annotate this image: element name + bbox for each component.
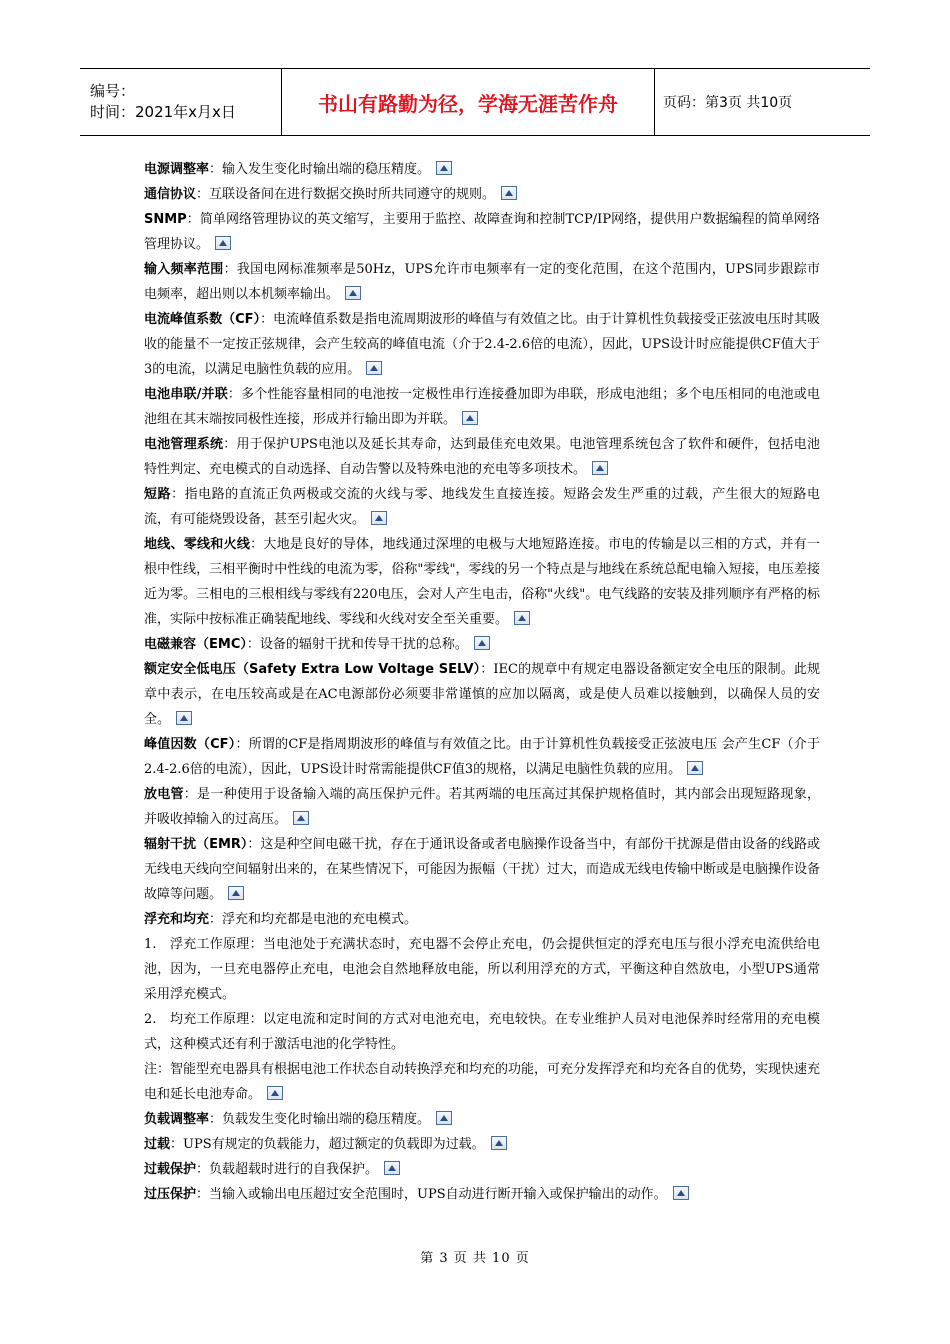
- back-to-top-icon[interactable]: [215, 236, 231, 250]
- glossary-entry: [144, 532, 820, 632]
- glossary-entry: [144, 257, 820, 307]
- glossary-term: 峰值因数（CF）: [144, 737, 236, 752]
- glossary-definition: 输入发生变化时输出端的稳压精度。: [222, 162, 431, 177]
- back-to-top-icon[interactable]: [371, 511, 387, 525]
- back-to-top-icon[interactable]: [176, 711, 192, 725]
- back-to-top-icon[interactable]: [592, 461, 608, 475]
- term-separator: ：: [223, 262, 237, 277]
- back-to-top-icon[interactable]: [345, 286, 361, 300]
- glossary-term: 电池管理系统: [144, 437, 224, 452]
- glossary-definition: 所谓的CF是指周期波形的峰值与有效值之比。由于计算机性负载接受正弦波电压 会产生CF（介于2.4-2.6倍的电流），因此，UPS设计时常需能提供CF值3的规格，以满足电脑性负载的应用。: [144, 737, 820, 777]
- glossary-entry: [144, 1182, 820, 1207]
- page-header: [80, 68, 870, 136]
- glossary-definition: 用于保护UPS电池以及延长其寿命，达到最佳充电效果。电池管理系统包含了软件和硬件，包括电池特性判定、充电模式的自动选择、自动告警以及特殊电池的充电等多项技术。: [144, 437, 820, 477]
- glossary-entry: [144, 307, 820, 382]
- glossary-entry: [144, 207, 820, 257]
- back-to-top-icon[interactable]: [514, 611, 530, 625]
- back-to-top-icon[interactable]: [436, 161, 452, 175]
- term-separator: ：: [183, 787, 198, 802]
- glossary-definition: 多个性能容量相同的电池按一定极性串行连接叠加即为串联，形成电池组；多个电压相同的电池或电池组在其末端按同极性连接，形成并行输出即为并联。: [144, 387, 820, 427]
- glossary-term: 输入频率范围: [144, 262, 224, 277]
- glossary-term: 电流峰值系数（CF）: [144, 312, 261, 327]
- glossary-entry: [144, 1157, 820, 1182]
- glossary-definition: 设备的辐射干扰和传导干扰的总称。: [259, 637, 468, 652]
- term-separator: ：: [170, 1137, 184, 1152]
- term-separator: ：: [250, 537, 264, 552]
- glossary-entry: [144, 1107, 820, 1132]
- glossary-entry: [144, 907, 820, 932]
- term-separator: ：: [209, 162, 223, 177]
- document-number: 编号：: [90, 82, 136, 100]
- glossary-term: 负载调整率: [144, 1112, 210, 1127]
- glossary-definition: 当输入或输出电压超过安全范围时，UPS自动进行断开输入或保护输出的动作。: [209, 1187, 667, 1202]
- glossary-definition: 互联设备间在进行数据交换时所共同遵守的规则。: [209, 187, 496, 202]
- back-to-top-icon[interactable]: [366, 361, 382, 375]
- glossary-entry: [144, 632, 820, 657]
- glossary-entry: [144, 732, 820, 782]
- glossary-term: 浮充和均充: [144, 912, 210, 927]
- glossary-entry: [144, 382, 820, 432]
- term-separator: ：: [196, 187, 210, 202]
- term-separator: ：: [246, 637, 260, 652]
- term-separator: ：: [235, 737, 249, 752]
- glossary-term: 过载保护: [144, 1162, 197, 1177]
- term-separator: ：: [209, 912, 223, 927]
- term-separator: ：: [196, 1162, 210, 1177]
- glossary-definition: IEC的规章中有规定电器设备额定安全电压的限制。此规章中表示，在电压较高或是在AC电源部份必须要非常谨慎的应加以隔离，或是使人员难以接触到，以确保人员的安全。: [144, 662, 820, 727]
- header-meta: [80, 69, 282, 135]
- term-separator: ：: [480, 662, 494, 677]
- term-separator: ：: [223, 437, 237, 452]
- term-separator: ：: [247, 837, 261, 852]
- back-to-top-icon[interactable]: [501, 186, 517, 200]
- back-to-top-icon[interactable]: [687, 761, 703, 775]
- glossary-entry: [144, 932, 820, 1007]
- header-page-number: 页码：第3页 共10页: [663, 95, 793, 111]
- back-to-top-icon[interactable]: [293, 811, 309, 825]
- term-separator: ：: [227, 387, 242, 402]
- glossary-entry: [144, 657, 820, 732]
- glossary-definition: 这是种空间电磁干扰，存在于通讯设备或者电脑操作设备当中，有部份干扰源是借由设备的线路或无线电天线向空间辐射出来的，在某些情况下，可能因为振幅（干扰）过大，而造成无线电传输中断或是电脑操作设备故障等问题。: [144, 837, 821, 902]
- glossary-term: 放电管: [144, 787, 184, 802]
- glossary-entry: [144, 1132, 820, 1157]
- glossary-entry: [144, 832, 820, 907]
- term-separator: ：: [260, 312, 274, 327]
- header-motto: 书山有路勤为径，学海无涯苦作舟: [282, 69, 655, 135]
- term-separator: ：: [196, 1187, 210, 1202]
- term-separator: ：: [209, 1112, 223, 1127]
- glossary-term: 地线、零线和火线: [144, 537, 251, 552]
- back-to-top-icon[interactable]: [267, 1086, 283, 1100]
- back-to-top-icon[interactable]: [462, 411, 478, 425]
- glossary-definition: 负载发生变化时输出端的稳压精度。: [222, 1112, 431, 1127]
- glossary-entry: [144, 157, 820, 182]
- document-date: 时间：2021年x月x日: [90, 103, 236, 121]
- back-to-top-icon[interactable]: [491, 1136, 507, 1150]
- glossary-term: SNMP: [144, 212, 187, 227]
- glossary-term: 电池串联/并联: [144, 387, 228, 402]
- glossary-entry: [144, 1007, 820, 1057]
- term-separator: ：: [186, 212, 200, 227]
- glossary-term: 过压保护: [144, 1187, 197, 1202]
- glossary-entry: [144, 482, 820, 532]
- glossary-definition: 电流峰值系数是指电流周期波形的峰值与有效值之比。由于计算机性负载接受正弦波电压时其吸收的能量不一定按正弦规律，会产生较高的峰值电流（介于2.4-2.6倍的电流），因此，UPS设计时应能提供CF值大于3的电流，以满足电脑性负载的应用。: [144, 312, 820, 377]
- glossary-term: 额定安全低电压（Safety Extra Low Voltage SELV）: [144, 662, 481, 677]
- glossary-definition: 指电路的直流正负两极或交流的火线与零、地线发生直接连接。短路会发生严重的过载，产生很大的短路电流，有可能烧毁设备，甚至引起火灾。: [144, 487, 820, 527]
- glossary-entry: [144, 782, 820, 832]
- term-separator: ：: [171, 487, 185, 502]
- glossary-definition: 2. 均充工作原理：以定电流和定时间的方式对电池充电，充电较快。在专业维护人员对电池保养时经常用的充电模式，这种模式还有利于激活电池的化学特性。: [144, 1012, 820, 1052]
- glossary-entry: [144, 432, 820, 482]
- page-footer: 第 3 页 共 10 页: [420, 1251, 530, 1266]
- glossary-entry: [144, 1057, 820, 1107]
- glossary-definition: 1. 浮充工作原理：当电池处于充满状态时，充电器不会停止充电，仍会提供恒定的浮充电压与很小浮充电流供给电池，因为，一旦充电器停止充电，电池会自然地释放电能，所以利用浮充的方式，平衡这种自然放电，小型UPS通常采用浮充模式。: [144, 937, 820, 1002]
- back-to-top-icon[interactable]: [384, 1161, 400, 1175]
- glossary-term: 短路: [144, 487, 172, 502]
- glossary-term: 电磁兼容（EMC）: [144, 637, 247, 652]
- glossary-definition: 注：智能型充电器具有根据电池工作状态自动转换浮充和均充的功能，可充分发挥浮充和均充各自的优势，实现快速充电和延长电池寿命。: [144, 1062, 821, 1102]
- back-to-top-icon[interactable]: [474, 636, 490, 650]
- glossary-term: 辐射干扰（EMR）: [144, 837, 248, 852]
- glossary-entry: [144, 182, 820, 207]
- glossary-definition: 我国电网标准频率是50Hz，UPS允许市电频率有一定的变化范围，在这个范围内，UPS同步跟踪市电频率，超出则以本机频率输出。: [144, 262, 820, 302]
- glossary-definition: UPS有规定的负载能力，超过额定的负载即为过载。: [183, 1137, 485, 1152]
- glossary-body: [144, 157, 820, 1207]
- glossary-term: 过载: [144, 1137, 171, 1152]
- glossary-term: 电源调整率: [144, 162, 210, 177]
- glossary-term: 通信协议: [144, 187, 197, 202]
- glossary-definition: 是一种使用于设备输入端的高压保护元件。若其两端的电压高过其保护规格值时，其内部会出现短路现象，并吸收掉输入的过高压。: [144, 787, 820, 827]
- back-to-top-icon[interactable]: [673, 1186, 689, 1200]
- glossary-definition: 简单网络管理协议的英文缩写，主要用于监控、故障查询和控制TCP/IP网络，提供用户数据编程的简单网络管理协议。: [144, 212, 820, 252]
- back-to-top-icon[interactable]: [228, 886, 244, 900]
- glossary-definition: 浮充和均充都是电池的充电模式。: [222, 912, 418, 927]
- glossary-definition: 负载超载时进行的自我保护。: [209, 1162, 379, 1177]
- glossary-definition: 大地是良好的导体，地线通过深埋的电极与大地短路连接。市电的传输是以三相的方式，并有一根中性线，三相平衡时中性线的电流为零，俗称"零线"，零线的另一个特点是与地线在系统总配电输入短接，电压差接近为零。三相电的三根相线与零线有220电压，会对人产生电击，俗称"火线"。电气线路的安装及排列顺序有严格的标准，实际中按标准正确装配地线、零线和火线对安全至关重要。: [144, 537, 820, 627]
- back-to-top-icon[interactable]: [436, 1111, 452, 1125]
